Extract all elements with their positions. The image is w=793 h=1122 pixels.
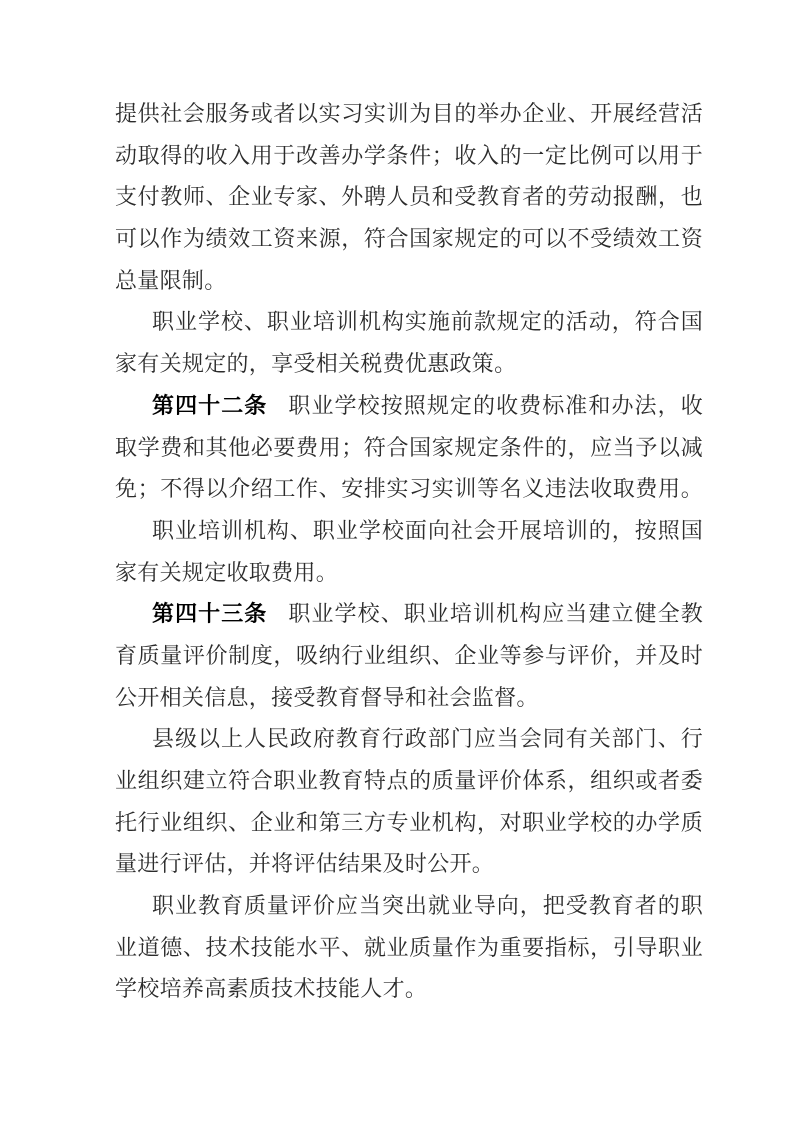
line-text: 职业学校、职业培训机构应当建立健全教 (288, 601, 703, 627)
text-line (115, 385, 703, 427)
text-line: 职业学校、职业培训机构实施前款规定的活动，符合国 (152, 309, 703, 335)
text-line: 家有关规定收取费用。 (115, 559, 339, 585)
text-line: 学校培养高素质技术技能人才。 (115, 976, 428, 1002)
text-line: 免；不得以介绍工作、安排实习实训等名义违法收取费用。 (115, 476, 703, 502)
line-text: 职业学校按照规定的收费标准和办法，收 (288, 392, 703, 418)
text-line: 职业培训机构、职业学校面向社会开展培训的，按照国 (152, 517, 703, 543)
text-line: 量进行评估，并将评估结果及时公开。 (115, 851, 495, 877)
text-line: 业道德、技术技能水平、就业质量作为重要指标，引导职业 (115, 934, 703, 960)
text-line: 业组织建立符合职业教育特点的质量评价体系，组织或者委 (115, 768, 703, 793)
text-line: 支付教师、企业专家、外聘人员和受教育者的劳动报酬，也 (115, 184, 703, 210)
article-number: 第四十三条 (152, 601, 268, 627)
text-body (115, 93, 703, 1010)
text-line: 托行业组织、企业和第三方专业机构，对职业学校的办学质 (115, 809, 703, 835)
article-number: 第四十二条 (152, 392, 268, 418)
text-line: 取学费和其他必要费用；符合国家规定条件的，应当予以减 (115, 434, 703, 460)
text-line: 可以作为绩效工资来源，符合国家规定的可以不受绩效工资 (115, 226, 703, 252)
text-line: 家有关规定的，享受相关税费优惠政策。 (115, 351, 517, 377)
text-line: 公开相关信息，接受教育督导和社会监督。 (115, 684, 539, 710)
text-line: 职业教育质量评价应当突出就业导向，把受教育者的职 (152, 893, 703, 919)
text-line: 总量限制。 (115, 267, 227, 293)
text-line: 县级以上人民政府教育行政部门应当会同有关部门、行 (152, 726, 703, 752)
text-line (115, 593, 703, 635)
text-line: 育质量评价制度，吸纳行业组织、企业等参与评价，并及时 (115, 642, 703, 668)
text-line: 动取得的收入用于改善办学条件；收入的一定比例可以用于 (115, 142, 703, 168)
text-line: 提供社会服务或者以实习实训为目的举办企业、开展经营活 (115, 101, 703, 126)
